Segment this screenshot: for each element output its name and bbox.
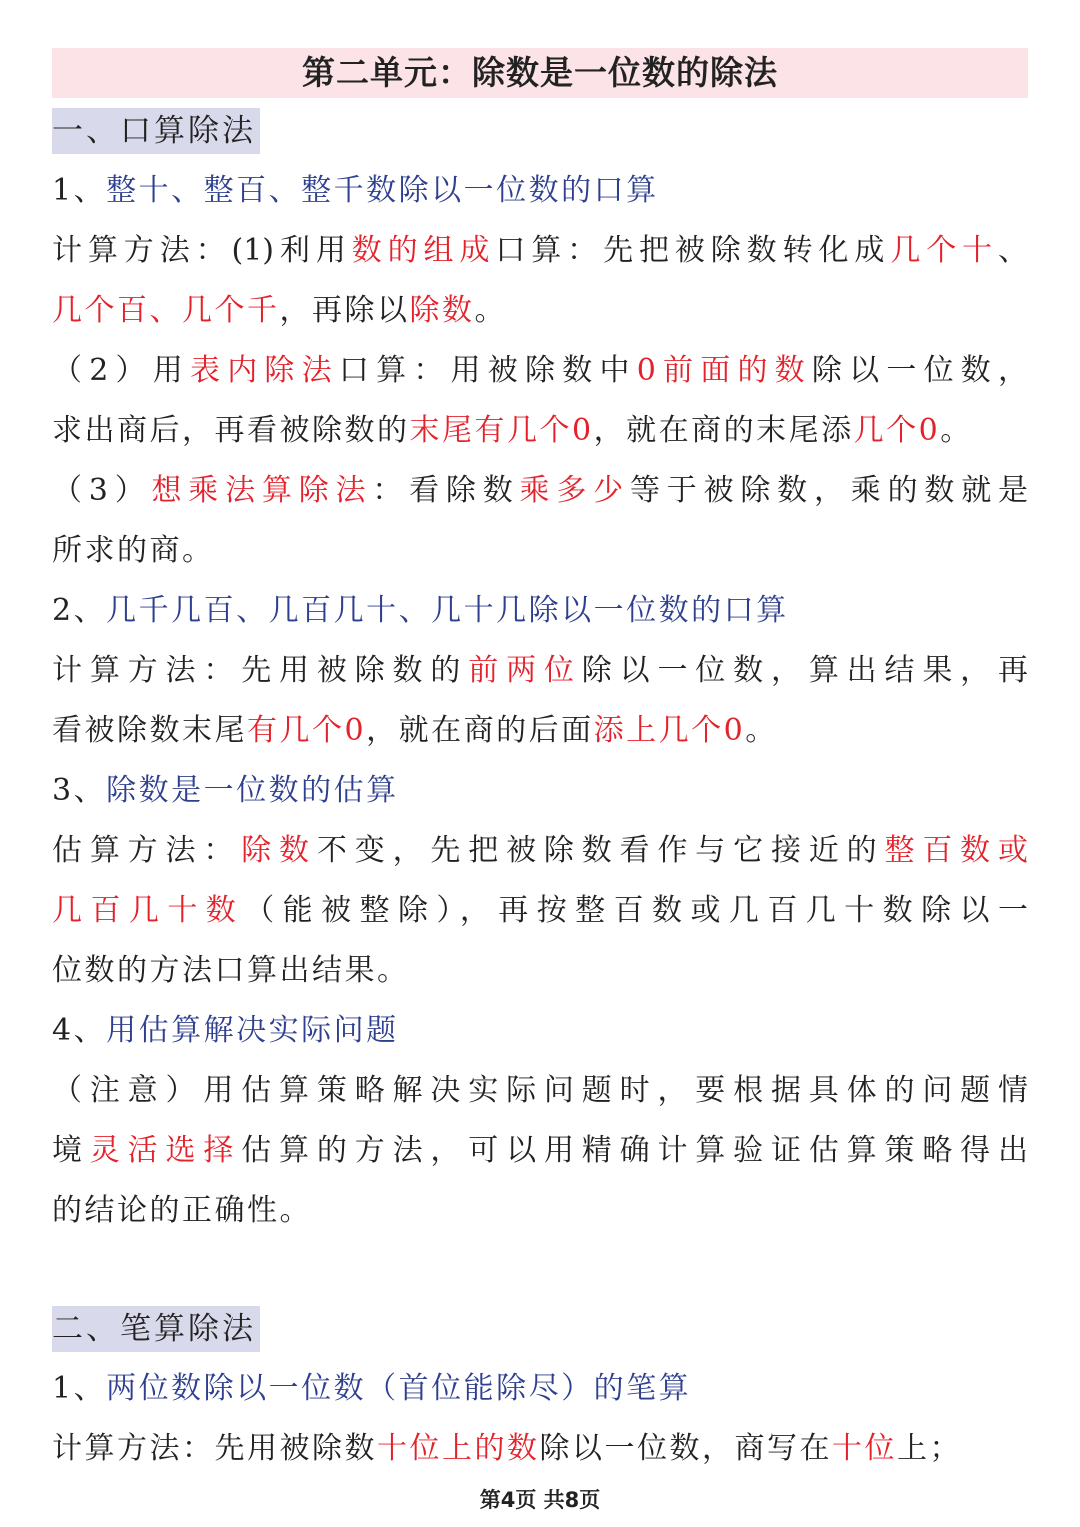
- section-heading: [52, 1299, 1028, 1359]
- highlight-text: 添上几个0: [593, 713, 746, 748]
- highlight-text: 除数: [409, 293, 475, 328]
- text: 除以一位数，: [811, 353, 1029, 388]
- text: 口算：先把被除数转化成: [495, 233, 891, 268]
- highlight-text: 几个0: [853, 413, 941, 448]
- paragraph-line: [52, 881, 1028, 941]
- paragraph-line: [52, 821, 1028, 881]
- subsection-heading: [52, 1359, 1028, 1419]
- text: 2、: [52, 593, 107, 628]
- paragraph-line: [52, 281, 1028, 341]
- text: 。: [745, 713, 778, 748]
- paragraph-line: [52, 1181, 1028, 1241]
- text: 境: [52, 1133, 90, 1168]
- highlight-text: 十位: [832, 1431, 897, 1466]
- text: 、: [998, 233, 1029, 268]
- paragraph-line: [52, 1419, 1028, 1479]
- text: 估算的方法，可以用精确计算验证估算策略得出: [241, 1133, 1029, 1168]
- paragraph-line: [52, 1121, 1028, 1181]
- text: 估算方法：: [52, 833, 242, 868]
- subsection-heading: [52, 581, 1028, 641]
- text: 计算方法：先用被除数的: [52, 653, 469, 688]
- subsection-heading: [52, 161, 1028, 221]
- highlight-text: 几个十: [890, 233, 999, 268]
- text: 除以一位数，算出结果，再: [581, 653, 1029, 688]
- text: 等于被除数，乘的数就是: [629, 473, 1029, 508]
- text: 1、: [52, 173, 107, 208]
- text: （注意）用估算策略解决实际问题时，要根据具体的问题情: [52, 1073, 1028, 1108]
- text: ，就在商的后面: [366, 713, 594, 748]
- text: 计算方法：先用被除数: [52, 1431, 377, 1466]
- text: 看被除数末尾: [52, 713, 247, 748]
- highlight-text: 数的组成: [351, 233, 496, 268]
- text: 不变，先把被除数看作与它接近的: [316, 833, 885, 868]
- text: 3、: [52, 773, 107, 808]
- spacer: [52, 1241, 1028, 1299]
- heading-text: 用估算解决实际问题: [106, 1013, 399, 1048]
- heading-text: 几千几百、几百几十、几十几除以一位数的口算: [106, 593, 789, 628]
- text: 除以一位数，商写在: [539, 1431, 832, 1466]
- text: ，就在商的末尾添: [593, 413, 854, 448]
- highlight-text: 十位上的数: [377, 1431, 540, 1466]
- highlight-text: 0前面的数: [636, 353, 812, 388]
- text: 。: [940, 413, 973, 448]
- subsection-heading: [52, 1001, 1028, 1061]
- paragraph-line: [52, 221, 1028, 281]
- section-heading: [52, 101, 1028, 161]
- text: 求出商后，再看被除数的: [52, 413, 410, 448]
- highlight-text: 有几个0: [247, 713, 367, 748]
- highlight-text: 整百数或: [884, 833, 1029, 868]
- paragraph-line: [52, 521, 1028, 581]
- paragraph-line: [52, 341, 1028, 401]
- heading-text: 两位数除以一位数（首位能除尽）的笔算: [106, 1371, 692, 1406]
- document-title: 第二单元：除数是一位数的除法: [52, 48, 1028, 98]
- text: 计算方法：(1)利用: [52, 233, 352, 268]
- highlight-text: 末尾有几个0: [409, 413, 594, 448]
- paragraph-line: [52, 941, 1028, 1001]
- section-heading-label: [52, 108, 260, 154]
- highlight-text: 除数: [241, 833, 317, 868]
- page-footer: 第4页 共8页: [479, 1488, 601, 1512]
- highlight-text: 表内除法: [189, 353, 339, 388]
- paragraph-line: [52, 641, 1028, 701]
- text: （2）用: [52, 353, 190, 388]
- section-heading-label: [52, 1306, 260, 1352]
- highlight-text: 几个百、几个千: [52, 293, 280, 328]
- text: 上；: [897, 1431, 962, 1466]
- paragraph-line: [52, 701, 1028, 761]
- text: 所求的商。: [52, 533, 215, 568]
- text: 的结论的正确性。: [52, 1193, 312, 1228]
- text: 二、笔算除法: [52, 1311, 256, 1347]
- highlight-text: 灵活选择: [89, 1133, 242, 1168]
- heading-text: 除数是一位数的估算: [106, 773, 399, 808]
- text: 4、: [52, 1013, 107, 1048]
- text: 1、: [52, 1371, 107, 1406]
- highlight-text: 前两位: [468, 653, 582, 688]
- text: （3）: [52, 473, 152, 508]
- text: 。: [474, 293, 507, 328]
- highlight-text: 想乘法算除法: [151, 473, 373, 508]
- text: 位数的方法口算出结果。: [52, 953, 410, 988]
- paragraph-line: [52, 1061, 1028, 1121]
- paragraph-line: [52, 401, 1028, 461]
- paragraph-line: [52, 461, 1028, 521]
- document-body: [52, 101, 1028, 1479]
- highlight-text: 乘多少: [519, 473, 630, 508]
- text: ，再除以: [279, 293, 410, 328]
- text: 一、口算除法: [52, 113, 256, 149]
- subsection-heading: [52, 761, 1028, 821]
- heading-text: 整十、整百、整千数除以一位数的口算: [106, 173, 659, 208]
- text: ：看除数: [372, 473, 520, 508]
- text: （能被整除），再按整百数或几百几十数除以一: [244, 893, 1029, 928]
- highlight-text: 几百几十数: [52, 893, 245, 928]
- text: 口算：用被除数中: [338, 353, 637, 388]
